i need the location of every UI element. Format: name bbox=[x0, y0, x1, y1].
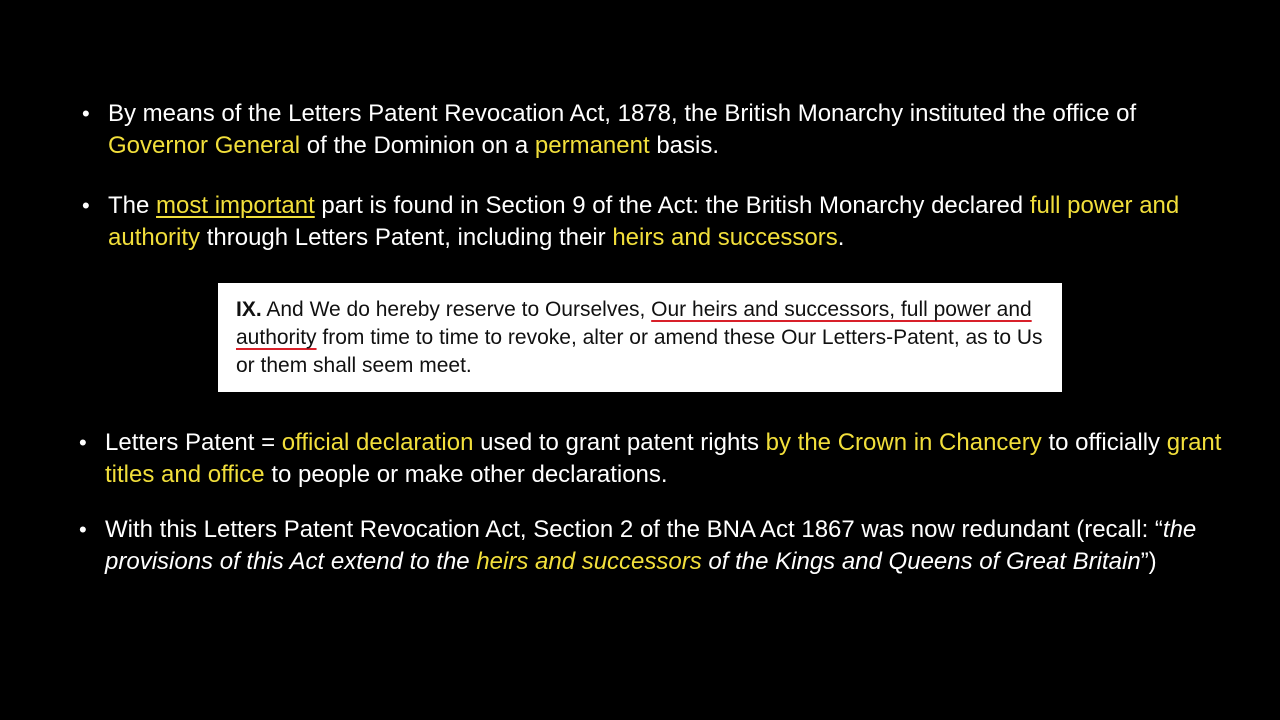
bullet-item: • The most important part is found in Section 9 of the Act: the British Monarchy declared full power and authority through Letters Patent, including their heirs and successors. bbox=[82, 192, 1180, 251]
quote-section-number: IX. bbox=[236, 298, 262, 321]
bullet-dot-icon: • bbox=[79, 430, 87, 455]
bullet-dot-icon: • bbox=[82, 193, 90, 218]
bullet-item: • Letters Patent = official declaration used to grant patent rights by the Crown in Chancery to officially grant titles and office to people or make other declarations. bbox=[79, 429, 1222, 488]
bullet-dot-icon: • bbox=[79, 517, 87, 542]
quote-underlined-text: Our heirs and successors, full power and authority bbox=[236, 298, 1032, 349]
bullet-item: • With this Letters Patent Revocation Act, Section 2 of the BNA Act 1867 was now redundant (recall: “the provisions of this Act extend to the heirs and successors of the Kings and Queens of Great Britain”) bbox=[79, 516, 1197, 575]
bullet-item: • By means of the Letters Patent Revocation Act, 1878, the British Monarchy instituted the office of Governor General of the Dominion on a permanent basis. bbox=[82, 100, 1137, 159]
bullet-dot-icon: • bbox=[82, 101, 90, 126]
quote-box: IX. And We do hereby reserve to Ourselves, Our heirs and successors, full power and authority from time to time to revoke, alter or amend these Our Letters-Patent, as to Us or them shall seem meet. bbox=[218, 283, 1062, 392]
